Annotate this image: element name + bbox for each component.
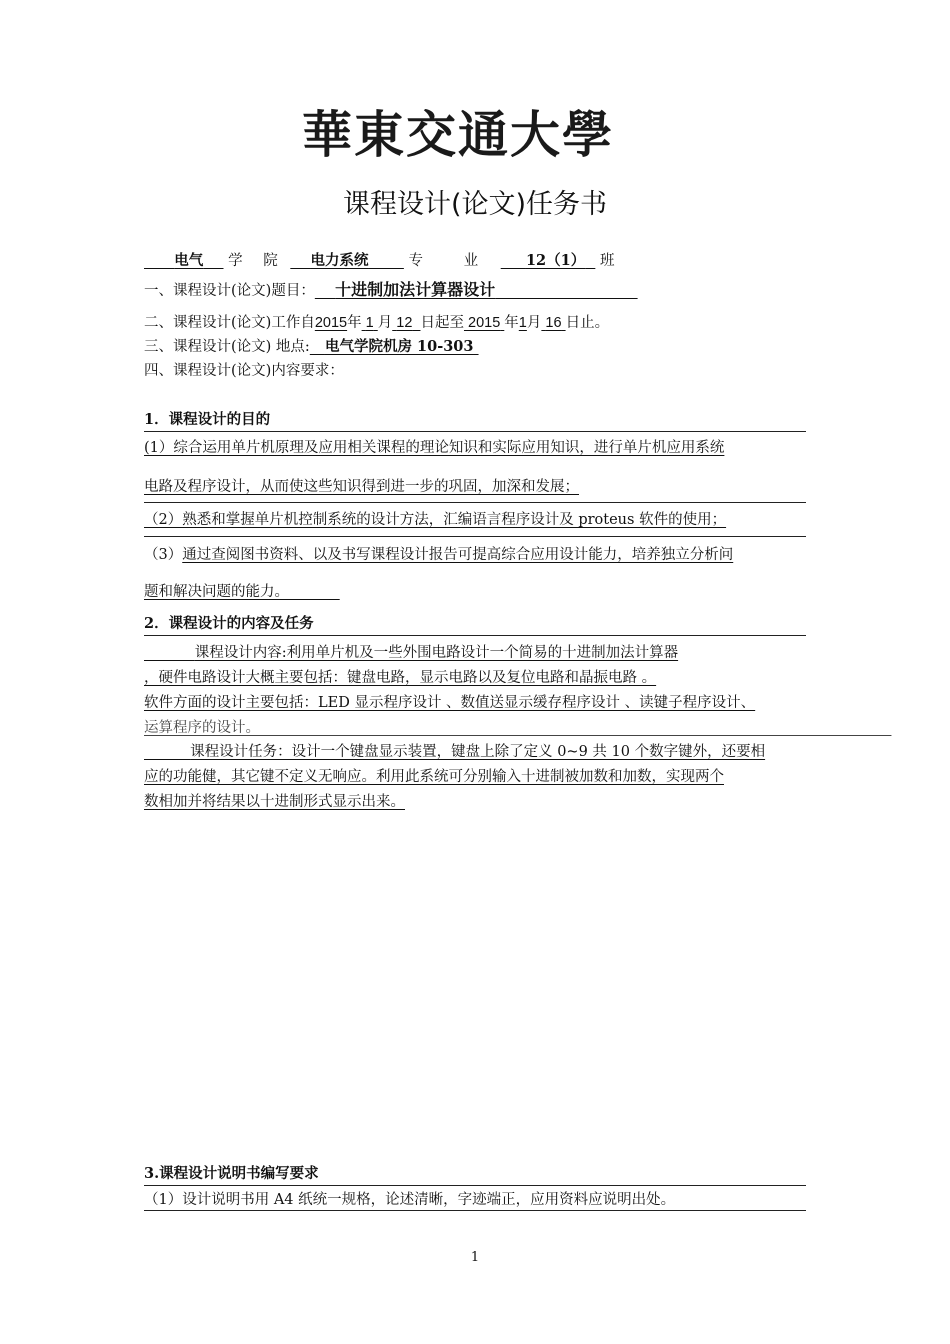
logo-text: 華東交通大學 bbox=[302, 105, 614, 164]
university-logo bbox=[302, 98, 614, 172]
place-line bbox=[144, 335, 479, 356]
section2-heading: 2．课程设计的内容及任务 bbox=[144, 615, 314, 632]
topic-label: 一、课程设计(论文)题目： bbox=[144, 283, 315, 299]
end-year: 2015 bbox=[468, 315, 501, 331]
section1-p3a: （3）通过查阅图书资料、以及书写课程设计报告可提高综合应用设计能力，培养独立分析问 bbox=[144, 547, 734, 563]
major-label: 专 业 bbox=[408, 253, 497, 269]
topic-line bbox=[144, 277, 638, 300]
section1-p2: （2）熟悉和掌握单片机控制系统的设计方法，汇编语言程序设计及 proteus 软件的使用； bbox=[144, 512, 727, 528]
divider bbox=[144, 635, 806, 636]
document-title: 课程设计(论文)任务书 bbox=[342, 189, 608, 220]
topic-value: 十进制加法计算器设计 bbox=[335, 280, 496, 299]
section1-p1a: (1）综合运用单片机原理及应用相关课程的理论知识和实际应用知识，进行单片机应用系统 bbox=[144, 440, 725, 456]
page-number: 1 bbox=[470, 1250, 480, 1265]
section1-p1b: 电路及程序设计，从而使这些知识得到进一步的巩固，加深和发展； bbox=[144, 479, 579, 495]
college-label: 学 院 bbox=[228, 253, 286, 269]
end-day: 16 bbox=[545, 315, 562, 331]
major-value: 电力系统 bbox=[310, 252, 369, 269]
section3-p1: （1）设计说明书用 A4 纸统一规格，论述清晰，字迹端正，应用资料应说明出处。 bbox=[144, 1192, 676, 1208]
section2-t1: 课程设计任务：设计一个键盘显示装置，键盘上除了定义 0~9 共 10 个数字键外，还要相 bbox=[190, 744, 766, 760]
section1-heading: 1．课程设计的目的 bbox=[144, 411, 271, 428]
end-month: 1 bbox=[518, 315, 527, 331]
section2-c1: 课程设计内容:利用单片机及一些外围电路设计一个简易的十进制加法计算器 bbox=[194, 645, 679, 661]
section2-c2: ，硬件电路设计大概主要包括：键盘电路，显示电路以及复位电路和晶振电路 。 bbox=[144, 670, 657, 686]
start-year: 2015 bbox=[314, 315, 348, 331]
divider bbox=[144, 431, 806, 432]
section2-c4: 运算程序的设计。 bbox=[144, 720, 260, 736]
section1-p3b: 题和解决问题的能力。 bbox=[144, 584, 289, 600]
content-label: 四、课程设计(论文)内容要求： bbox=[144, 363, 344, 379]
divider bbox=[144, 1210, 806, 1211]
info-line bbox=[144, 249, 614, 270]
divider bbox=[144, 1185, 806, 1186]
divider bbox=[144, 536, 806, 537]
place-value: 电气学院机房 10-303 bbox=[324, 338, 474, 355]
class-label: 班 bbox=[599, 253, 615, 269]
college-value: 电气 bbox=[174, 252, 204, 269]
section2-t2: 应的功能健，其它键不定义无响应。利用此系统可分别输入十进制被加数和加数，实现两个 bbox=[144, 769, 724, 785]
work-period-line: 二、课程设计(论文)工作自2015年 1 月 12 日起至 2015 年1月 16 日止。 bbox=[144, 315, 610, 331]
section3-heading: 3.课程设计说明书编写要求 bbox=[144, 1165, 319, 1182]
class-value: 12（1） bbox=[525, 252, 586, 269]
place-label: 三、课程设计(论文) 地点: bbox=[144, 339, 310, 355]
start-month: 1 bbox=[365, 315, 374, 331]
section2-t3: 数相加并将结果以十进制形式显示出来。 bbox=[144, 794, 405, 810]
divider bbox=[144, 502, 806, 503]
section2-c3: 软件方面的设计主要包括：LED 显示程序设计 、数值送显示缓存程序设计 、读键子程序设计、 bbox=[144, 695, 756, 711]
start-day: 12 bbox=[396, 315, 413, 331]
